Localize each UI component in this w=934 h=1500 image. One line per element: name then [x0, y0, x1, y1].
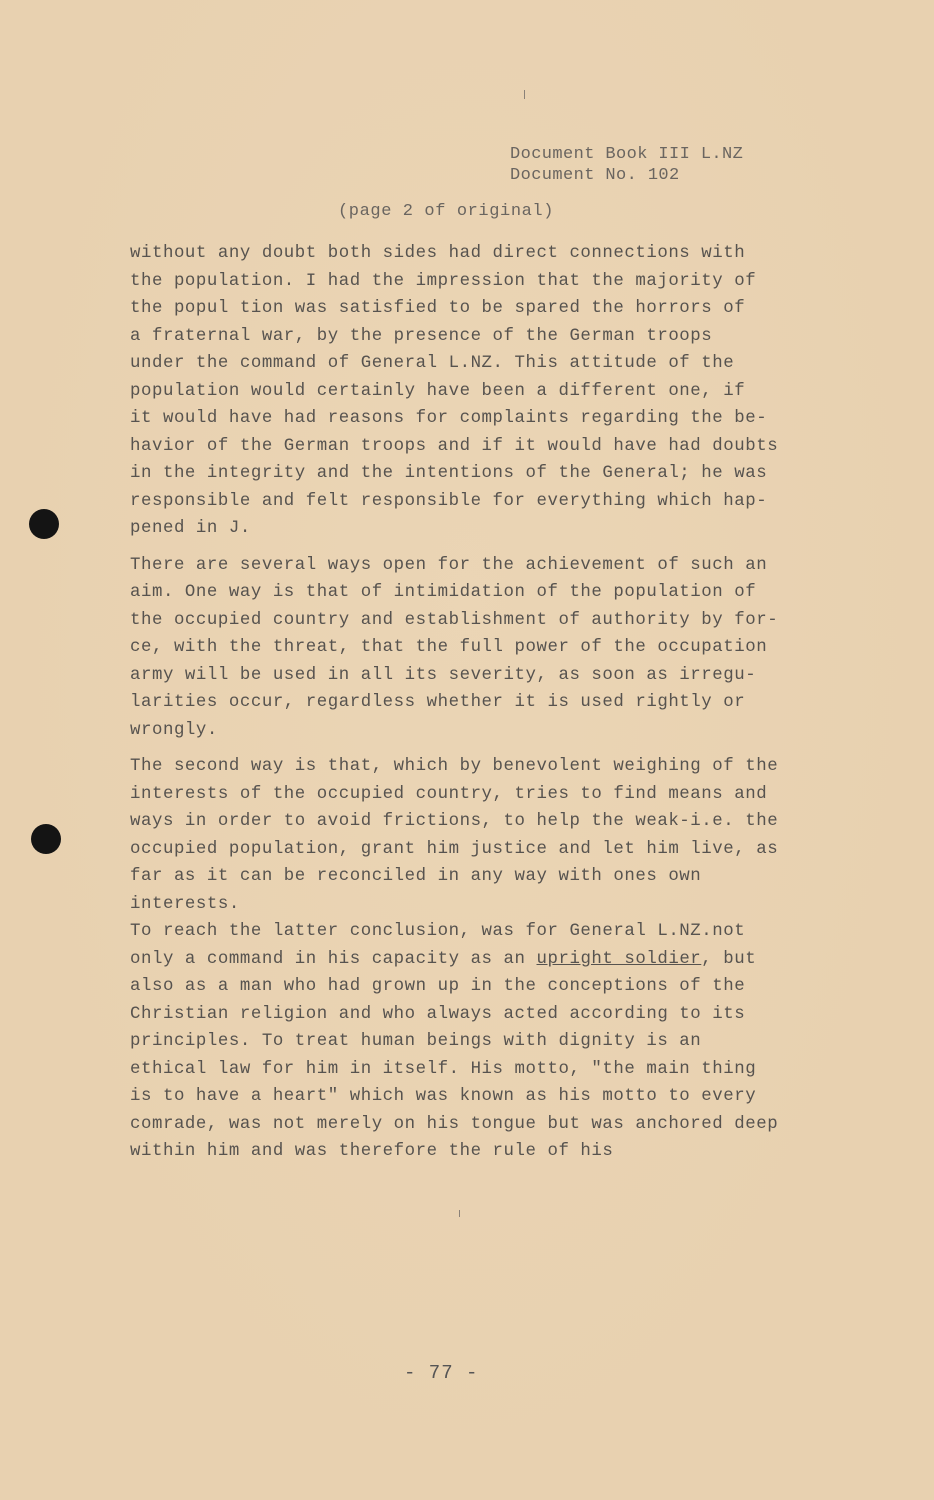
text-line: occupied population, grant him justice and let him live, as	[130, 839, 779, 859]
text-segment: only a command in his capacity as an	[130, 949, 537, 969]
punch-hole-bottom	[31, 824, 61, 854]
text-line: the popul tion was satisfied to be spared the horrors of	[130, 299, 746, 318]
page-of-original-note: (page 2 of original)	[338, 202, 555, 221]
text-segment: , but	[701, 949, 757, 969]
text-line: in the integrity and the intentions of the General; he was	[130, 464, 768, 483]
text-line: aim. One way is that of intimidation of the population of	[130, 583, 757, 602]
text-line: interests of the occupied country, tries to find means and	[130, 784, 768, 804]
page-number: - 77 -	[404, 1362, 479, 1384]
punch-hole-top	[29, 509, 59, 539]
paragraph-gap	[130, 543, 830, 552]
paragraph-gap	[130, 744, 830, 753]
text-line: responsible and felt responsible for everything which hap-	[130, 491, 768, 511]
text-line: ethical law for him in itself. His motto, "the main thing	[130, 1059, 757, 1079]
text-line	[130, 946, 830, 974]
text-line: The second way is that, which by benevolent weighing of the	[130, 757, 779, 776]
text-line: also as a man who had grown up in the conceptions of the	[130, 977, 746, 996]
document-book-label: Document Book III L.NZ	[510, 145, 744, 164]
text-line: havior of the German troops and if it would have had doubts	[130, 436, 779, 456]
text-line: under the command of General L.NZ. This attitude of the	[130, 354, 735, 373]
paragraph-4	[130, 918, 830, 1166]
document-body	[130, 240, 830, 1166]
text-line: interests.	[130, 894, 240, 914]
text-line: ways in order to avoid frictions, to help the weak-i.e. the	[130, 812, 779, 831]
text-line: without any doubt both sides had direct connections with	[130, 244, 746, 263]
text-line: wrongly.	[130, 720, 218, 740]
text-line: larities occur, regardless whether it is used rightly or	[130, 693, 746, 712]
paper-speck	[524, 90, 525, 99]
text-line: population would certainly have been a different one, if	[130, 381, 746, 401]
text-line: within him and was therefore the rule of his	[130, 1142, 614, 1161]
text-line: To reach the latter conclusion, was for General L.NZ.not	[130, 922, 746, 941]
text-line: Christian religion and who always acted according to its	[130, 1004, 746, 1024]
text-line: army will be used in all its severity, as soon as irregu-	[130, 665, 757, 685]
text-line: it would have had reasons for complaints regarding the be-	[130, 409, 768, 428]
document-header	[510, 144, 743, 186]
text-line: There are several ways open for the achievement of such an	[130, 555, 768, 575]
text-line: ce, with the threat, that the full power of the occupation	[130, 638, 768, 657]
document-number-label: Document No. 102	[510, 166, 680, 185]
text-line: pened in J.	[130, 519, 251, 538]
text-line: the occupied country and establishment of authority by for-	[130, 610, 779, 630]
text-line: a fraternal war, by the presence of the German troops	[130, 326, 713, 346]
underlined-phrase: upright soldier	[536, 949, 702, 969]
text-line: the population. I had the impression that the majority of	[130, 271, 757, 291]
paragraph-2	[130, 552, 830, 745]
text-line: far as it can be reconciled in any way with ones own	[130, 867, 702, 886]
text-line: principles. To treat human beings with dignity is an	[130, 1032, 702, 1051]
text-line: comrade, was not merely on his tongue but was anchored deep	[130, 1114, 779, 1134]
paragraph-3	[130, 753, 830, 918]
paragraph-1	[130, 240, 830, 543]
text-line: is to have a heart" which was known as his motto to every	[130, 1087, 757, 1106]
paper-speck	[459, 1210, 460, 1217]
